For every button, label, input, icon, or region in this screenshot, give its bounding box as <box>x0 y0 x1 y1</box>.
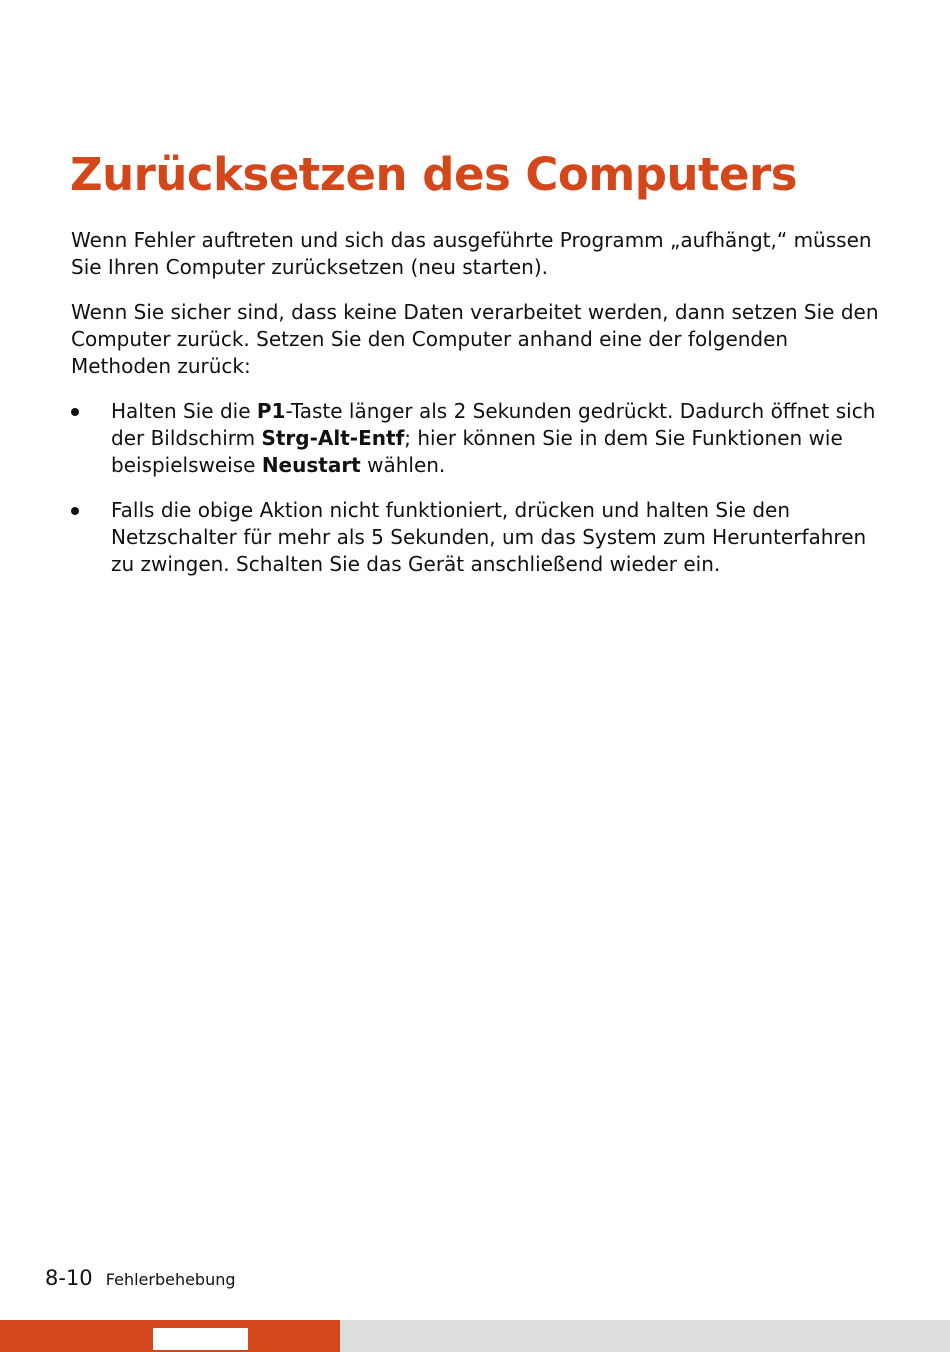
footer-bar-gray <box>340 1320 950 1352</box>
list-item-text: wählen. <box>360 453 446 477</box>
page-title: Zurücksetzen des Computers <box>70 148 797 201</box>
list-item <box>71 497 891 578</box>
instruction-paragraph: Wenn Sie sicher sind, dass keine Daten verarbeitet werden, dann setzen Sie den Computer zurück. Setzen Sie den Computer anhand eine der folgenden Methoden zurück: <box>71 300 879 378</box>
list-item <box>71 398 891 479</box>
list-item-text: Falls die obige Aktion nicht funktioniert, drücken und halten Sie den Netzschalter für mehr als 5 Sekunden, um das System zum Herunterfahren zu zwingen. Schalten Sie das Gerät anschließend wieder ein. <box>111 498 867 576</box>
page-footer <box>45 1266 236 1290</box>
list-item-text: Halten Sie die <box>111 399 257 423</box>
reset-methods-list <box>71 398 891 578</box>
intro-paragraph: Wenn Fehler auftreten und sich das ausgeführte Programm „aufhängt,“ müssen Sie Ihren Computer zurücksetzen (neu starten). <box>71 228 872 279</box>
footer-bar-highlight <box>153 1328 248 1350</box>
page-number: 8-10 <box>45 1266 93 1290</box>
bullet-icon <box>71 507 79 515</box>
bullet-icon <box>71 408 79 416</box>
function-name: Neustart <box>261 453 361 477</box>
section-name: Fehlerbehebung <box>105 1270 236 1289</box>
content <box>71 227 891 596</box>
screen-name: Strg-Alt-Entf <box>261 426 405 450</box>
list-item-text: -Taste länger als 2 Sekunden gedrückt. Dadurch öffnet sich der Bildschirm <box>111 399 876 450</box>
footer-bar <box>0 1320 950 1352</box>
list-item-text: ; hier können Sie in dem Sie Funktionen wie beispielsweise <box>111 426 843 477</box>
key-p1: P1 <box>256 399 286 423</box>
